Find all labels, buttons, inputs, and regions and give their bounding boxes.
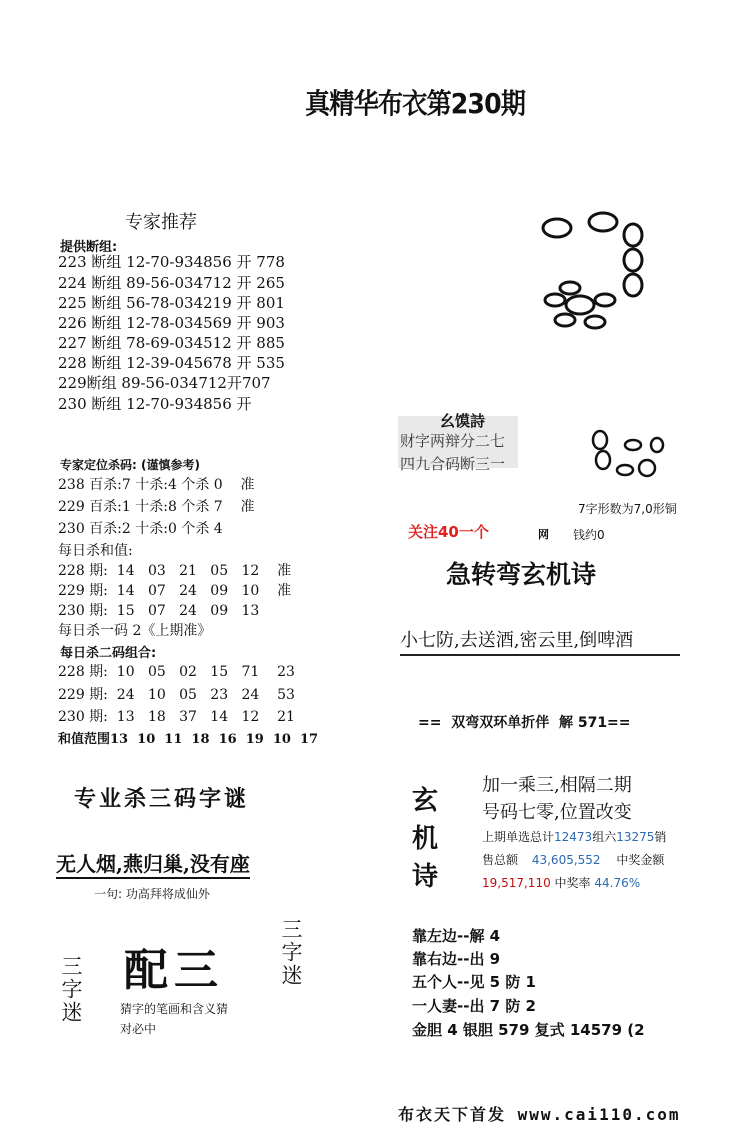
provide-label: 提供断组: [60, 240, 118, 255]
mystic-add-line: 加一乘三,相隔二期 [482, 775, 632, 796]
riddle-hint: 一句: 功高拜将成仙外 [94, 887, 210, 901]
group-row: 226 断组 12-78-034569 开 903 [58, 314, 285, 332]
page-title: 真精华布衣第230期 [305, 87, 526, 120]
number-tip: 7字形数为7,0形铜 [578, 502, 677, 516]
list-item: 五个人--见 5 防 1 [412, 973, 536, 991]
stat-num1: 12473 [554, 830, 593, 844]
riddle-line: 无人烟,燕归巢,没有座 [56, 848, 250, 879]
kill-two-row: 229 期: 24 10 05 23 24 53 [58, 687, 295, 703]
sales-value: 43,605,552 [531, 853, 601, 867]
rate-line [482, 874, 640, 891]
group-row: 225 断组 56-78-034219 开 801 [58, 294, 285, 312]
kill-row: 238 百杀:7 十杀:4 个杀 0 准 [58, 477, 255, 493]
stat-num2: 13275 [616, 830, 655, 844]
riddle-big-answer: 配三 [124, 945, 224, 996]
daily-sum-header: 每日杀和值: [58, 543, 133, 559]
vertical-char: 机 [412, 824, 439, 854]
riddle-vertical-right: 三字迷 [279, 918, 303, 987]
list-item: 靠左边--解 4 [412, 927, 501, 945]
daily-sum-row: 230 期: 15 07 24 09 13 [58, 603, 260, 619]
ingot-coins-illustration [525, 200, 665, 340]
expert-section-title: 专家推荐 [125, 212, 197, 233]
riddle-guess: 对必中 [120, 1022, 157, 1036]
position-kill-header: 专家定位杀码: (谨慎参考) [60, 458, 200, 472]
money-text: 钱约0 [573, 528, 605, 542]
net-text: 网 [538, 528, 549, 541]
group-row: 229断组 89-56-034712开707 [58, 374, 271, 392]
group-row: 224 断组 89-56-034712 开 265 [58, 274, 285, 292]
coins-illustration [585, 420, 675, 490]
mystic-banner: 急转弯玄机诗 [446, 560, 597, 589]
poem-line: 财字两辩分二七 [400, 432, 506, 450]
kill-two-row: 228 期: 10 05 02 15 71 23 [58, 664, 295, 680]
list-item: 金胆 4 银胆 579 复式 14579 (2 [412, 1021, 645, 1039]
mystic-line: 小七防,去送酒,密云里,倒啤酒 [400, 626, 680, 656]
riddle-guess: 猜字的笔画和含义猜 [120, 1002, 229, 1016]
list-item: 一人妻--出 7 防 2 [412, 997, 536, 1015]
stat-line [482, 828, 666, 845]
stat-suffix: 销 [654, 830, 667, 844]
kill-row: 229 百杀:1 十杀:8 个杀 7 准 [58, 499, 255, 515]
riddle-vertical-left: 三字迷 [59, 955, 83, 1024]
double-hint: == 双弯双环单折伴 解 571== [418, 715, 631, 731]
group-row: 223 断组 12-70-934856 开 778 [58, 253, 285, 271]
poem-title: 幺馍詩 [440, 412, 486, 430]
poem-line: 四九合码断三一 [400, 455, 506, 473]
sales-label: 售总额 [482, 853, 519, 867]
group-row: 228 断组 12-39-045678 开 535 [58, 354, 285, 372]
group-row: 227 断组 78-69-034512 开 885 [58, 334, 285, 352]
daily-sum-row: 229 期: 14 07 24 09 10 准 [58, 583, 292, 599]
group-row: 230 断组 12-70-934856 开 [58, 395, 252, 413]
follow-text: 关注40一个 [408, 523, 489, 541]
vertical-char: 诗 [412, 862, 439, 892]
daily-sum-row: 228 期: 14 03 21 05 12 准 [58, 563, 292, 579]
riddle-title: 专业杀三码字谜 [74, 786, 250, 812]
stat-mid: 组六 [592, 830, 617, 844]
mystic-add-line: 号码七零,位置改变 [482, 802, 632, 823]
rate-label: 中奖率 [554, 876, 591, 890]
kill-two-header: 每日杀二码组合: [60, 646, 157, 661]
kill-row: 230 百杀:2 十杀:0 个杀 4 [58, 521, 223, 537]
rate-value: 44.76% [594, 876, 641, 890]
list-item: 靠右边--出 9 [412, 950, 501, 968]
sum-range: 和值范围13 10 11 18 16 19 10 17 [58, 732, 319, 747]
prize-label: 中奖金额 [616, 853, 665, 867]
prize-value: 19,517,110 [482, 876, 551, 890]
kill-two-row: 230 期: 13 18 37 14 12 21 [58, 709, 295, 725]
footer-text: 布衣天下首发 www.cai110.com [398, 1105, 681, 1124]
kill-one: 每日杀一码 2《上期准》 [58, 623, 212, 639]
vertical-char: 玄 [412, 786, 439, 816]
stat-prefix: 上期单选总计 [482, 830, 555, 844]
sales-line [482, 851, 664, 868]
